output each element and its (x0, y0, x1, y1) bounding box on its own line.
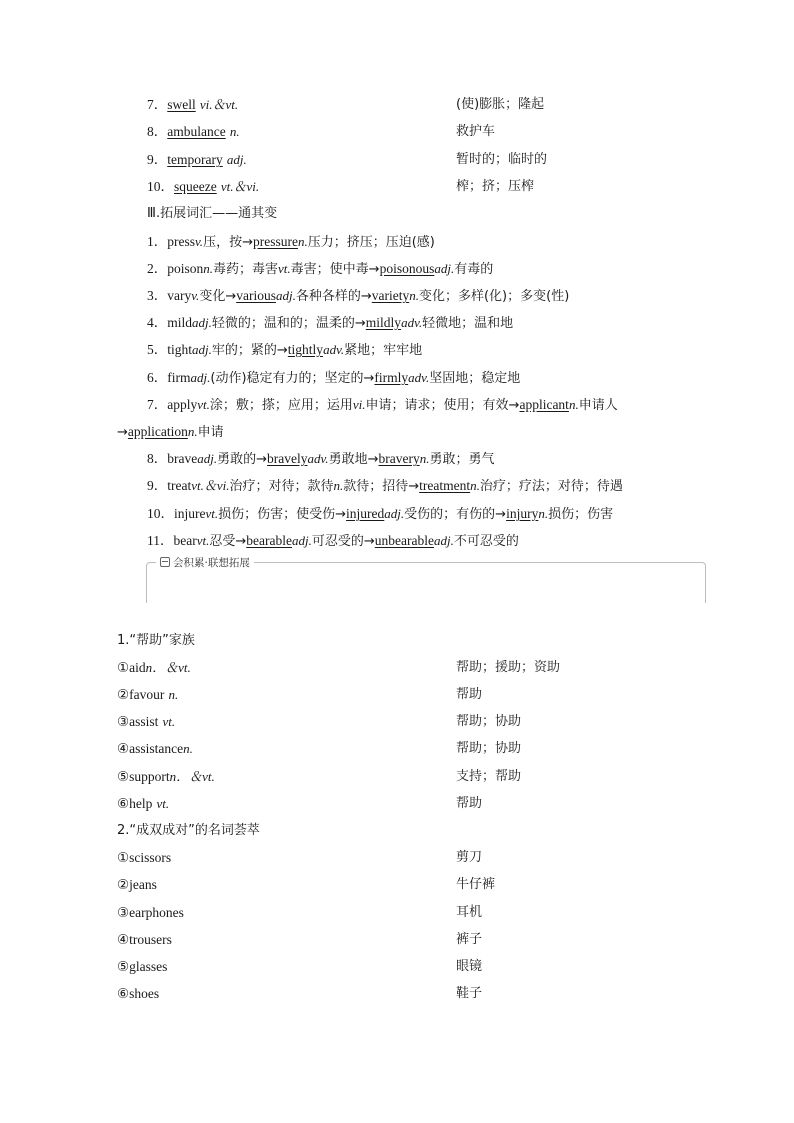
group2-item: ②jeans (117, 877, 157, 892)
group-title: 1.“帮助”家族 (117, 633, 195, 648)
expand-item-7: 7．applyvt.涂；敷；搽；应用；运用vi.申请；请求；使用；有效→applicantn.申请人 (147, 397, 618, 413)
vocab-meaning-10: 榨；挤；压榨 (456, 179, 535, 194)
group1-item: ⑤supportn．＆vt. (117, 769, 215, 784)
group2-item: ④trousers (117, 932, 172, 947)
vocab-item-9: 9．temporary adj. (147, 152, 247, 167)
group1-item: ②favour n. (117, 687, 179, 702)
group1-item: ⑥help vt. (117, 796, 170, 811)
expand-item-2: 2．poisonn.毒药；毒害vt.毒害；使中毒→poisonousadj.有毒的 (147, 261, 494, 277)
section-title: Ⅲ.拓展词汇——通其变 (147, 206, 278, 221)
group1-meaning: 帮助 (456, 687, 483, 702)
expand-item-10: 10．injurevt.损伤；伤害；使受伤→injuredadj.受伤的；有伤的→injuryn.损伤；伤害 (147, 506, 614, 522)
group1-meaning: 帮助 (456, 796, 483, 811)
vocab-item-8: 8．ambulance n. (147, 124, 240, 139)
expand-item-5: 5．tightadj.牢的；紧的→tightlyadv.紧地；牢牢地 (147, 342, 423, 358)
group1-item: ①aidn．＆vt. (117, 660, 191, 675)
group2-meaning: 裤子 (456, 932, 483, 947)
group2-item: ③earphones (117, 905, 184, 920)
expand-item-7-cont: →applicationn.申请 (117, 424, 224, 440)
group1-item: ④assistancen. (117, 741, 193, 756)
expand-item-9: 9．treatvt.＆vi.治疗；对待；款待n.款待；招待→treatmentn.治疗；疗法；对待；待遇 (147, 478, 623, 494)
group2-item: ①scissors (117, 850, 172, 865)
group-title: 2.“成双成对”的名词荟萃 (117, 823, 260, 838)
vocab-item-7: 7．swell vi.＆vt. (147, 97, 239, 112)
minus-box-icon (160, 557, 170, 567)
group1-meaning: 帮助；协助 (456, 741, 522, 756)
group1-meaning: 支持；帮助 (456, 769, 522, 784)
group2-meaning: 鞋子 (456, 986, 483, 1001)
tip-box-title: 会积累·联想拓展 (156, 556, 254, 570)
vocab-item-10: 10．squeeze vt.＆vi. (147, 179, 260, 194)
expand-item-3: 3．varyv.变化→variousadj.各种各样的→varietyn.变化；多样(化)；多变(性) (147, 288, 570, 304)
vocab-word: ambulance (167, 124, 226, 139)
group2-item: ⑥shoes (117, 986, 160, 1001)
group2-meaning: 眼镜 (456, 959, 483, 974)
vocab-word: squeeze (174, 179, 217, 194)
expand-item-11: 11．bearvt.忍受→bearableadj.可忍受的→unbearableadj.不可忍受的 (147, 533, 519, 549)
group1-item: ③assist vt. (117, 714, 176, 729)
group1-meaning: 帮助；协助 (456, 714, 522, 729)
vocab-word: temporary (167, 152, 223, 167)
vocab-meaning-8: 救护车 (456, 124, 496, 139)
group2-meaning: 剪刀 (456, 850, 483, 865)
expand-item-1: 1．pressv.压，按→pressuren.压力；挤压；压迫(感) (147, 234, 435, 250)
vocab-meaning-7: (使)膨胀；隆起 (456, 97, 545, 112)
group2-meaning: 耳机 (456, 905, 483, 920)
group2-meaning: 牛仔裤 (456, 877, 496, 892)
expand-item-6: 6．firmadj.(动作)稳定有力的；坚定的→firmlyadv.坚固地；稳定地 (147, 370, 521, 386)
group1-meaning: 帮助；援助；资助 (456, 660, 561, 675)
vocab-word: swell (167, 97, 196, 112)
expand-item-8: 8．braveadj.勇敢的→bravelyadv.勇敢地→braveryn.勇敢；勇气 (147, 451, 495, 467)
group2-item: ⑤glasses (117, 959, 168, 974)
vocab-meaning-9: 暂时的；临时的 (456, 152, 548, 167)
expand-item-4: 4．mildadj.轻微的；温和的；温柔的→mildlyadv.轻微地；温和地 (147, 315, 514, 331)
